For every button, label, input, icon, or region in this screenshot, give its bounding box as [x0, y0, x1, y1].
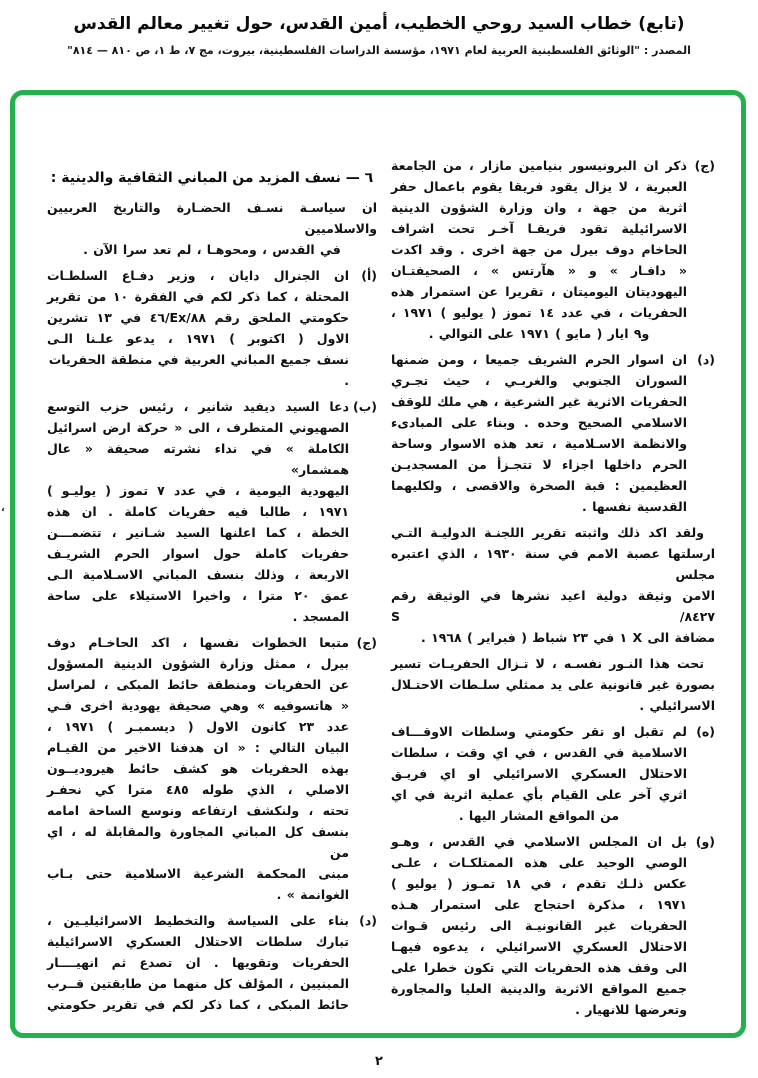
text-line: الحفريات الاثرية غير الشرعية ، هي ملك للوقف [391, 394, 687, 409]
text-line: بهذه الحفريات هو كشف حائط هيروديــون [47, 761, 349, 776]
text-line: اليهوديتان اليوميتان ، تقريرا عن استمرار هذه [391, 284, 687, 299]
text-line: ارسلتها عصبة الامم في سنة ١٩٣٠ ، الذي اعتبره مجلس [391, 546, 715, 582]
text-line: بصورة غير قانونية على يد ممثلي سلـطات الاحتـلال [391, 677, 715, 692]
text-line: نسف جميع المباني العربية في منطقة الحفريات . [48, 352, 349, 388]
item-marker: (أ) [361, 268, 377, 283]
two-column-text [15, 95, 741, 1025]
text-line: بل ان المجلس الاسلامي في القدس ، وهـو [391, 834, 687, 849]
text-line: البيان التالي : « ان هدفنا الاخير من القيـام [47, 740, 349, 755]
text-line: الاسلامي الصحيح وحده . وبناء على المبادىء [391, 415, 687, 430]
text-line: الكاملة » في نداء نشرته صحيفة « عال همشمار» [47, 441, 349, 477]
text-line: الحفريات غير القانونيـة الى رئيس قـوات [391, 918, 687, 933]
text-line: حكومتي الملحق رقم ٨٨/Ex/٤٦ في ١٣ تشرين [47, 310, 349, 325]
text-line: جميع المواقع الاثرية والدينية العليا والمجاورة [391, 981, 687, 996]
text-line: الصهيوني المتطرف ، الى « حركة ارض اسرائيل [47, 420, 349, 435]
item-body [391, 831, 687, 1020]
text-line: الاحتلال العسكري الاسرائيلي او اي فريـق [391, 766, 687, 781]
text-line: اثرية من جهة ، وان وزارة الشؤون الدينية [391, 200, 687, 215]
text-line: عدد ٢٣ كانون الاول ( ديسمبـر ) ١٩٧١ ، [47, 719, 349, 734]
lettered-paragraph [391, 349, 715, 517]
text-line: الاسرائيلية تقود فريقـا آخـر تحت اشراف [391, 221, 687, 236]
text-line: المبنيين ، المؤلف كل منهما من طابقتين قــرب [47, 976, 349, 991]
section-heading: ٦ — نسف المزيد من المباني الثقافية والدينية : [50, 170, 374, 186]
text-line: الامن وثيقة دولية اعيد نشرها في الوثيقة رقم ٨٤٢٧/ S [391, 588, 715, 624]
text-line: لم تقبل او تقر حكومتي وسلطات الاوقـــاف [391, 724, 687, 739]
text-line: متبعا الخطوات نفسها ، اكد الحاخـام دوف [47, 635, 349, 650]
lettered-paragraph [47, 910, 377, 1015]
item-marker: (ج) [356, 635, 377, 650]
item-marker: (ج) [694, 158, 715, 173]
text-line: عن الحفريات ومنطقة حائط المبكى ، لمراسل [47, 677, 349, 692]
text-line: الحفريات ، في عدد ١٤ تموز ( يوليو ) ١٩٧١ ، [391, 305, 688, 320]
text-line: مضافة الى X ١ في ٢٣ شباط ( فبراير ) ١٩٦٨ . [420, 630, 715, 645]
text-line: من المواقع المشار اليها . [458, 808, 620, 823]
text-line: « هاتسوفيه » وهي صحيفة يهودية اخرى فـي [47, 698, 349, 713]
item-marker: (و) [695, 834, 715, 849]
text-line: العظيمين : قبة الصخرة والاقصى ، ولكليهما [391, 478, 687, 493]
page-header [0, 14, 758, 57]
text-line: عمق ٢٠ مترا ، واخيرا الاستيلاء على ساحة [47, 588, 349, 603]
text-line: تحته ، ولنكشف ارتفاعه ونوسع الساحة امامه [47, 803, 349, 818]
document-border-frame [10, 90, 746, 1038]
text-line: الاحتلال العسكري الاسرائيلي ، يدعوه فيهـا [391, 939, 687, 954]
paragraph [391, 522, 715, 648]
lettered-paragraph [47, 265, 377, 391]
item-marker: (ب) [353, 399, 377, 414]
lettered-paragraph [391, 721, 715, 826]
text-line: والانظمة الاسـلامية ، تعد هذه الاسوار وساحة [391, 436, 687, 451]
item-body [47, 632, 349, 905]
text-line: ان اسوار الحرم الشريف جميعا ، ومن ضمنها [391, 352, 687, 367]
text-line: « دافـار » و « هآرتس » ، الصحيفتـان [391, 263, 687, 278]
text-line: ان سياسـة نسـف الحضـارة والتاريخ العربيين والاسلاميين [47, 200, 377, 236]
paragraph [47, 197, 377, 260]
print-artifact: ، [1, 503, 5, 514]
item-marker: (ه) [696, 724, 715, 739]
text-line: ١٩٧١ ، مذكرة احتجاج على استمرار هـذه [391, 897, 687, 912]
page-number: ٢ [375, 1054, 383, 1069]
text-line: دعا السيد ديفيد شانير ، رئيس حزب التوسع [47, 399, 349, 414]
text-line: الاربعة ، وذلك بنسف المباني الاسـلامية الـى [47, 567, 349, 582]
text-line: المسجد . [292, 609, 349, 624]
item-body [391, 721, 687, 826]
text-line: بيرل ، ممثل وزارة الشؤون الدينية المسؤول [47, 656, 349, 671]
text-line: الاسرائيلي . [639, 698, 715, 713]
text-line: في القدس ، ومحوهـا ، لم تعد سرا الآن . [83, 242, 341, 257]
lettered-paragraph [47, 632, 377, 905]
text-line: الى وقف هذه الحفريات التي تكون خطرا على [391, 960, 687, 975]
text-line: القدسية نفسها . [582, 499, 687, 514]
text-line: حائط المبكى ، كما ذكر لكم في تقرير حكومتي [47, 997, 349, 1012]
column-left [47, 155, 377, 1025]
item-body [47, 265, 349, 391]
lettered-paragraph [391, 831, 715, 1020]
text-line: المحتلة ، كما ذكر لكم في الفقرة ١٠ من تقرير [47, 289, 349, 304]
text-line: بنسف كل المباني المجاورة والمقابلة له ، اي من [47, 824, 349, 860]
text-line: تحت هذا النـور نفسـه ، لا تـزال الحفريـات تسير [391, 656, 704, 671]
text-line: و٩ ايار ( مايو ) ١٩٧١ على التوالي . [428, 326, 650, 341]
text-line: ذكر ان البرونيسور بنيامين مازار ، من الجامعة [391, 158, 687, 173]
text-line: الاول ( اكتوبر ) ١٩٧١ ، يدعو علـنا الـى [47, 331, 349, 346]
text-line: مبنى المحكمة الشرعية الاسلامية حتى بـاب [47, 866, 349, 881]
text-line: الحاخام دوف بيرل من جهة اخرى . وقد اكدت [391, 242, 687, 257]
lettered-paragraph [47, 396, 377, 627]
text-line: الغوانمة » . [276, 887, 349, 902]
text-line: وتعرضها للانهيار . [575, 1002, 687, 1017]
item-marker: (د) [697, 352, 715, 367]
item-body [47, 910, 349, 1015]
item-body [391, 155, 687, 344]
lettered-paragraph [391, 155, 715, 344]
text-line: الوصي الوحيد على هذه الممتلكـات ، علـى [391, 855, 687, 870]
document-source-line: المصدر : "الوثائق الفلسطينية العربية لعام ١٩٧١، مؤسسة الدراسات الفلسطينية، بيروت، مج ٧، ط ١، ص ٨١٠ — ٨١٤" [67, 44, 691, 57]
text-line: العبرية ، لا يزال يقود فريقا يقوم باعمال حفر [391, 179, 687, 194]
column-right [391, 155, 715, 1025]
text-line: عكس ذلـك تقدم ، في ١٨ تمـوز ( يوليو ) [391, 876, 687, 891]
text-line: حفريات كاملة حول اسوار الحرم الشريـف [47, 546, 349, 561]
text-line: الاسلامية في القدس ، في اي وقت ، سلطات [391, 745, 687, 760]
text-line: تبارك سلطات الاحتلال العسكري الاسرائيلية [47, 934, 349, 949]
text-line: الحفريات وتقويها . ان تصدع ثم انهيــــار [47, 955, 349, 970]
text-line: السوران الجنوبي والغربـي ، حيث تجـري [391, 373, 687, 388]
text-line: الاصلي ، الذي طوله ٤٨٥ مترا كي نحفـر [47, 782, 349, 797]
document-title: (تابع) خطاب السيد روحي الخطيب، أمين القدس، حول تغيير معالم القدس [73, 14, 685, 34]
item-body [391, 349, 687, 517]
text-line: اثري آخر على القيام بأي عملية اثرية في اي [391, 787, 687, 802]
text-line: اليهودية اليومية ، في عدد ٧ تموز ( يوليـو ) [47, 483, 349, 498]
item-marker: (د) [359, 913, 377, 928]
text-line: ولقد اكد ذلك واثبته تقرير اللجنـة الدوليـة التـي [391, 525, 704, 540]
text-line: بناء على السياسة والتخطيط الاسرائيليـين ، [47, 913, 349, 928]
item-body [47, 396, 349, 627]
text-line: الخطة ، كما اعلنها السيد شـانير ، تتضمـــن [47, 525, 349, 540]
text-line: ١٩٧١ ، طالبا فيه حفريات كاملة . ان هذه [47, 504, 349, 519]
text-line: الحرم داخلها اجزاء لا تتجـزأ من المسجديـن [391, 457, 687, 472]
paragraph [391, 653, 715, 716]
text-line: ان الجنرال دايان ، وزير دفـاع السلطـات [47, 268, 349, 283]
